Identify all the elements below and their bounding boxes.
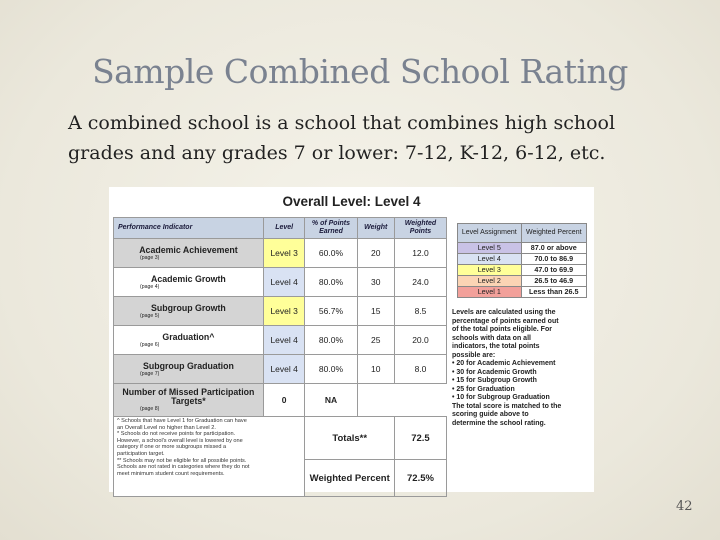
legend-level: Level 3 — [458, 265, 522, 276]
legend-header-level: Level Assignment — [458, 224, 522, 243]
footnote-line: Schools are not rated in categories where they do not — [117, 464, 250, 471]
indicator-cell — [114, 297, 264, 326]
weight-cell: 10 — [357, 355, 394, 384]
weighted-percent-value: 72.5% — [394, 460, 446, 497]
scoring-notes — [452, 309, 592, 428]
note-line: schools with data on all — [452, 334, 531, 342]
footnote-line: participation target. — [117, 450, 165, 457]
legend-row — [458, 265, 587, 276]
pct-cell: 56.7% — [305, 297, 357, 326]
note-line: Levels are calculated using the — [452, 309, 556, 316]
note-line: possible are: — [452, 351, 496, 359]
indicator-cell — [114, 326, 264, 355]
header-weight: Weight — [357, 218, 394, 239]
footnote-line: * Schools do not receive points for participation. — [117, 431, 236, 438]
pct-cell: NA — [305, 384, 357, 417]
rating-card — [109, 187, 594, 492]
footnote-line: However, a school's overall level is lowered by one — [117, 437, 243, 444]
weight-cell: 20 — [357, 239, 394, 268]
level-cell: 0 — [263, 384, 305, 417]
level-legend-table — [457, 223, 587, 298]
points-cell: 8.5 — [394, 297, 446, 326]
note-line: percentage of points earned out — [452, 317, 559, 325]
indicator-page: (page 7) — [140, 370, 160, 377]
level-cell: Level 3 — [263, 297, 305, 326]
indicator-page: (page 3) — [140, 254, 160, 261]
header-indicator: Performance Indicator — [114, 218, 264, 239]
note-line: indicators, the total points — [452, 343, 540, 350]
description-line-1: A combined school is a school that combines high school — [68, 112, 616, 134]
note-line: • 15 for Subgroup Growth — [452, 377, 537, 384]
footnote-line: meet minimum student count requirements. — [117, 470, 225, 477]
totals-row — [114, 417, 447, 460]
legend-level: Level 4 — [458, 254, 522, 265]
points-cell: 12.0 — [394, 239, 446, 268]
legend-row — [458, 254, 587, 265]
description-line-2: grades and any grades 7 or lower: 7-12, K-12, 6-12, etc. — [68, 142, 606, 164]
indicator-name: Graduation^ — [162, 331, 215, 342]
header-level: Level — [263, 218, 305, 239]
note-line: • 25 for Graduation — [452, 385, 515, 393]
note-line: determine the school rating. — [452, 419, 546, 427]
table-header-row — [114, 218, 447, 239]
pct-cell: 80.0% — [305, 268, 357, 297]
legend-row — [458, 276, 587, 287]
slide-number: 42 — [676, 499, 693, 514]
slide-description — [68, 108, 708, 168]
overall-level-title: Overall Level: Level 4 — [282, 194, 421, 209]
header-weighted: Weighted Points — [394, 218, 446, 239]
legend-row — [458, 287, 587, 298]
pct-cell: 80.0% — [305, 326, 357, 355]
footnotes — [114, 417, 305, 497]
indicator-page: (page 4) — [140, 283, 160, 290]
legend-range: Less than 26.5 — [521, 287, 586, 298]
weight-cell: 30 — [357, 268, 394, 297]
level-cell: Level 3 — [263, 239, 305, 268]
indicator-page: (page 8) — [140, 406, 160, 412]
legend-row — [458, 243, 587, 254]
weight-cell: 25 — [357, 326, 394, 355]
note-line: The total score is matched to the — [452, 402, 562, 410]
slide-title: Sample Combined School Rating — [92, 52, 628, 91]
weight-cell: 15 — [357, 297, 394, 326]
level-cell: Level 4 — [263, 268, 305, 297]
indicator-cell — [114, 384, 264, 417]
legend-range: 87.0 or above — [521, 243, 586, 254]
legend-range: 70.0 to 86.9 — [521, 254, 586, 265]
pct-cell: 60.0% — [305, 239, 357, 268]
indicator-cell — [114, 239, 264, 268]
header-pct: % of Points Earned — [305, 218, 357, 239]
indicator-name: Subgroup Growth — [151, 302, 226, 313]
indicator-name: Academic Growth — [151, 273, 226, 284]
table-row — [114, 326, 447, 355]
indicator-name: Number of Missed Participation Targets* — [122, 387, 255, 406]
indicator-cell — [114, 268, 264, 297]
performance-table — [113, 217, 447, 497]
footnote-line: category if one or more subgroups missed a — [117, 444, 227, 451]
note-line: • 30 for Academic Growth — [452, 368, 537, 376]
weighted-percent-label: Weighted Percent — [305, 460, 394, 497]
missed-participation-row — [114, 384, 447, 417]
totals-label: Totals** — [305, 417, 394, 460]
points-cell: 20.0 — [394, 326, 446, 355]
legend-level: Level 1 — [458, 287, 522, 298]
legend-range: 47.0 to 69.9 — [521, 265, 586, 276]
level-cell: Level 4 — [263, 355, 305, 384]
table-row — [114, 239, 447, 268]
table-row — [114, 268, 447, 297]
legend-range: 26.5 to 46.9 — [521, 276, 586, 287]
footnote-line: ^ Schools that have Level 1 for Graduation can have — [117, 418, 247, 424]
indicator-name: Subgroup Graduation — [142, 360, 234, 371]
footnote-line: ** Schools may not be eligible for all possible points. — [117, 457, 247, 464]
footnote-line: an Overall Level no higher than Level 2. — [117, 424, 216, 431]
legend-header-row — [458, 224, 587, 243]
indicator-name: Academic Achievement — [139, 244, 238, 255]
indicator-page: (page 5) — [140, 312, 160, 319]
pct-cell: 80.0% — [305, 355, 357, 384]
note-line: • 20 for Academic Achievement — [452, 360, 556, 367]
totals-value: 72.5 — [394, 417, 446, 460]
legend-level: Level 2 — [458, 276, 522, 287]
table-row — [114, 355, 447, 384]
note-line: • 10 for Subgroup Graduation — [452, 394, 550, 401]
legend-level: Level 5 — [458, 243, 522, 254]
points-cell: 8.0 — [394, 355, 446, 384]
level-cell: Level 4 — [263, 326, 305, 355]
points-cell: 24.0 — [394, 268, 446, 297]
note-line: of the total points eligible. For — [452, 326, 552, 333]
indicator-cell — [114, 355, 264, 384]
note-line: scoring guide above to — [452, 411, 529, 418]
table-row — [114, 297, 447, 326]
legend-header-percent: Weighted Percent — [521, 224, 586, 243]
indicator-page: (page 6) — [140, 341, 160, 348]
